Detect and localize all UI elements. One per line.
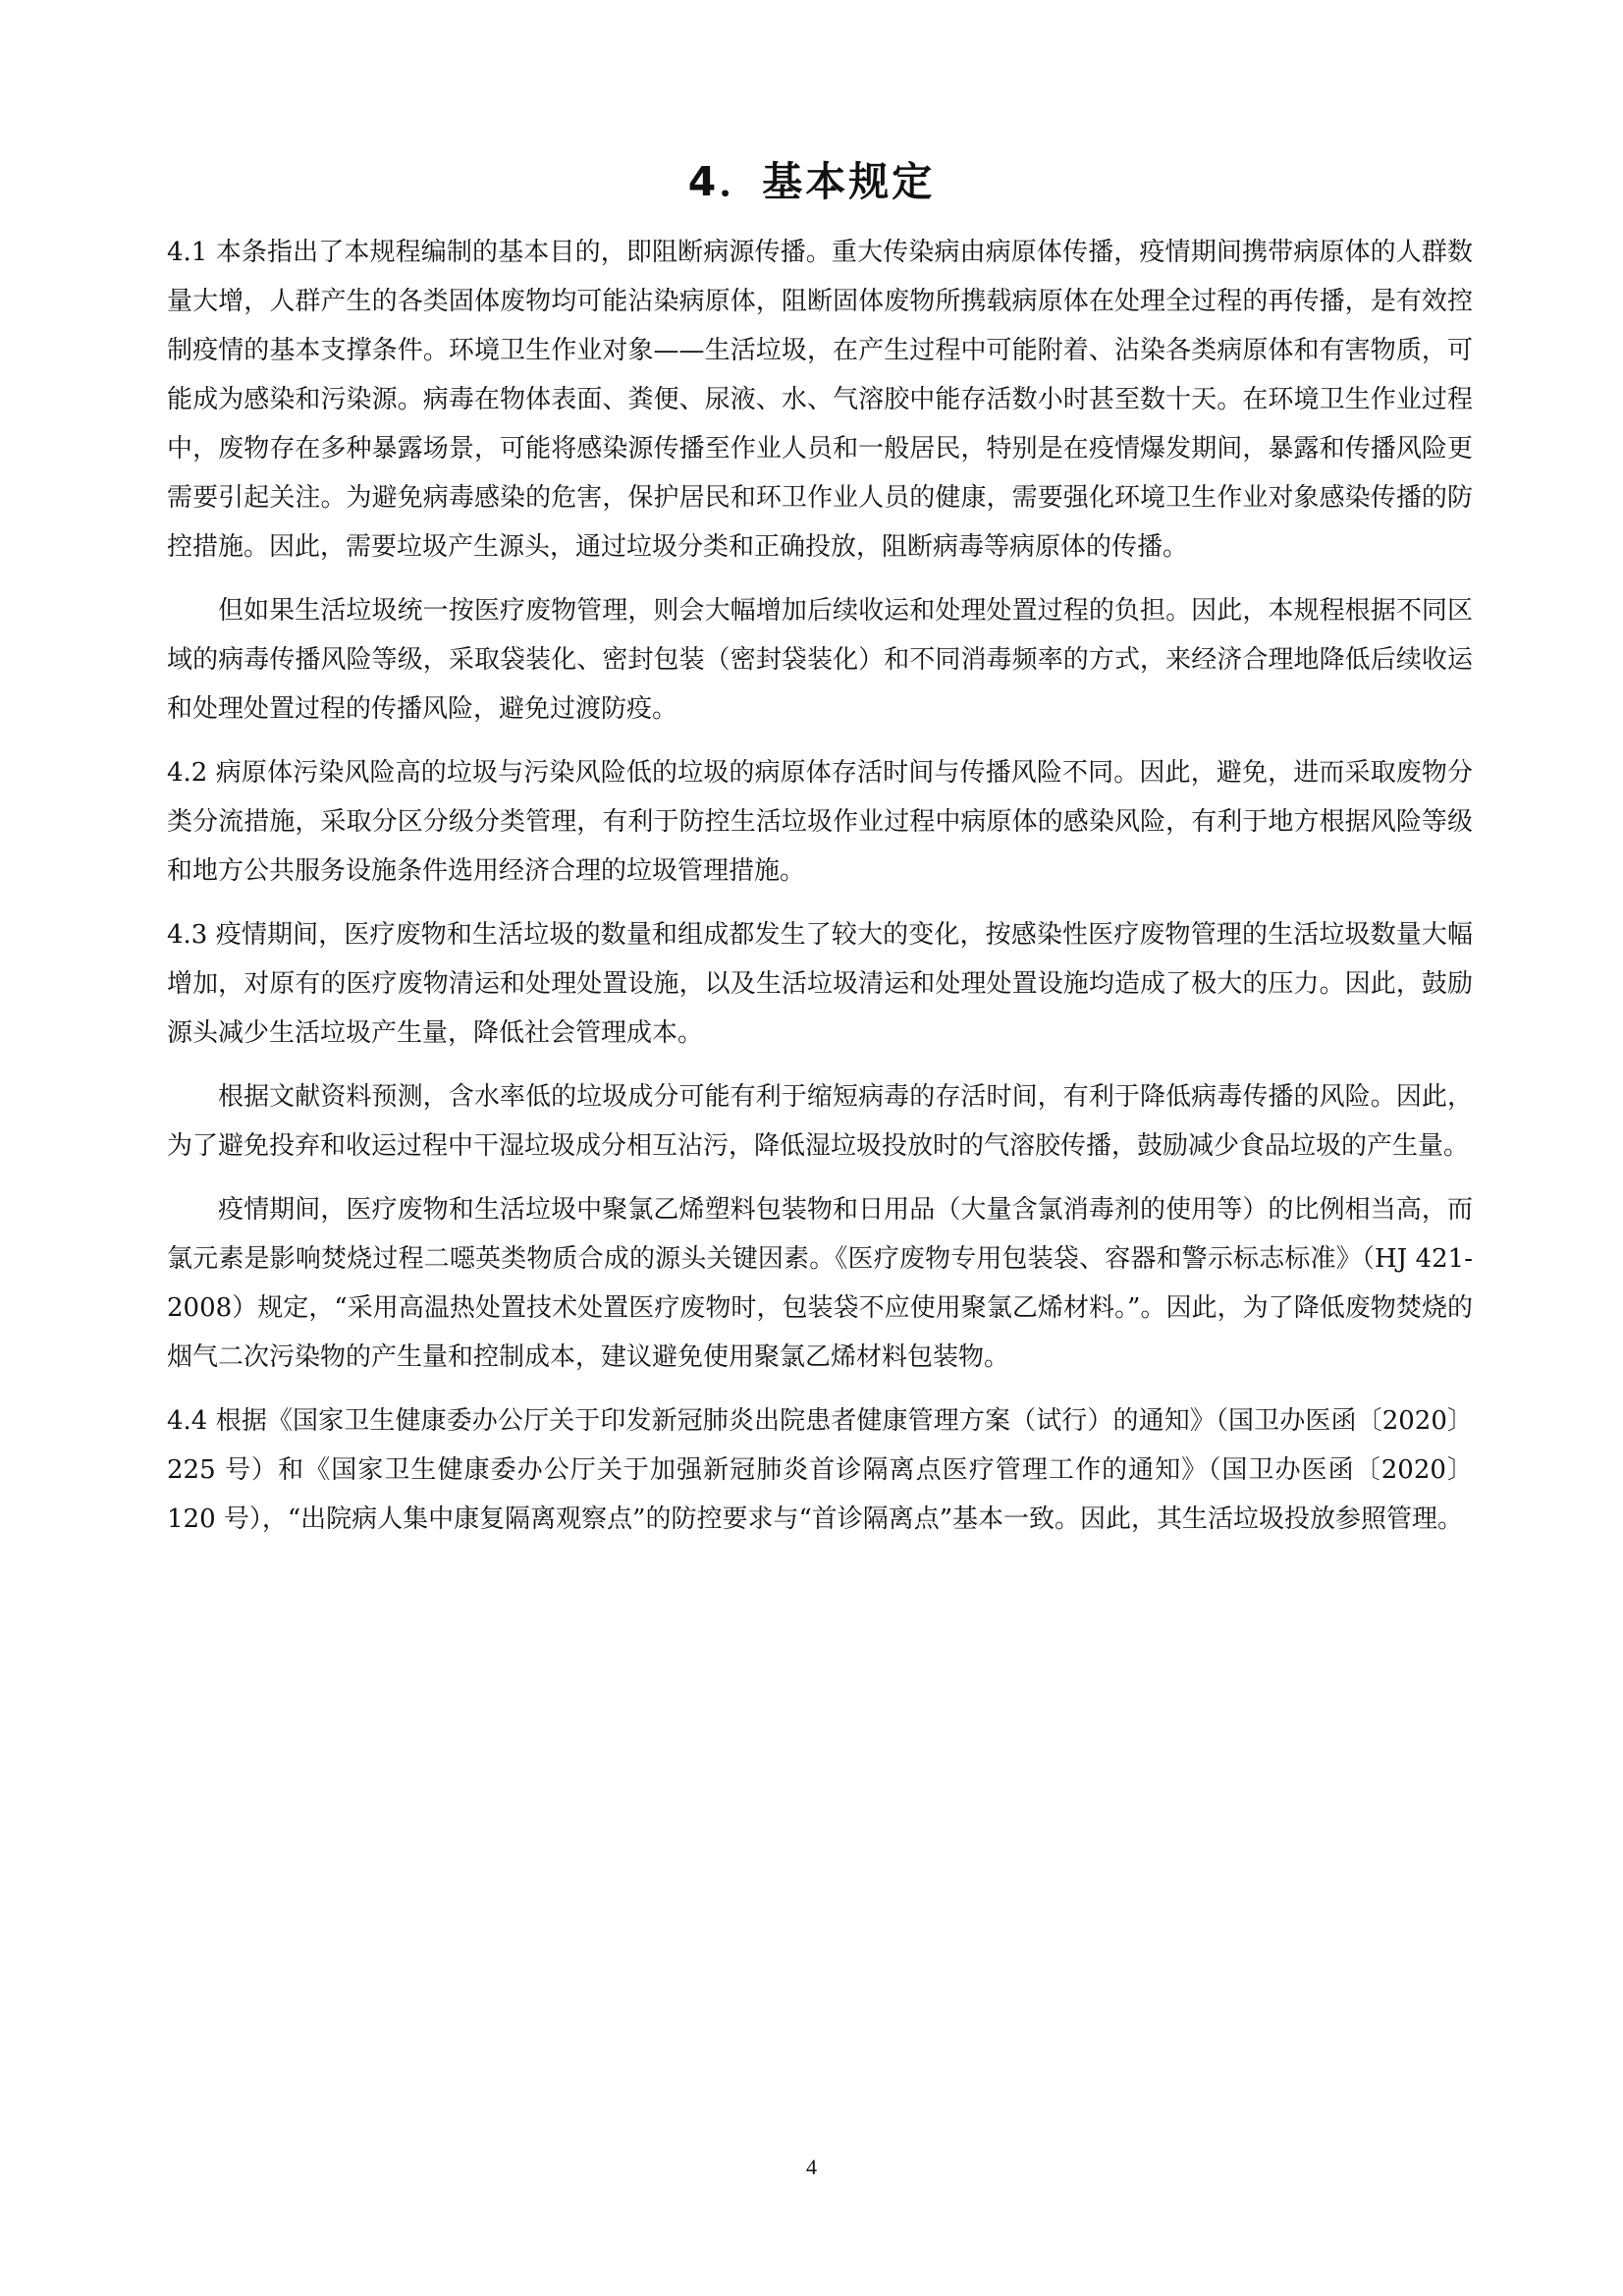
paragraph-4-1-continued: 但如果生活垃圾统一按医疗废物管理，则会大幅增加后续收运和处理处置过程的负担。因此，本规程根据不同区域的病毒传播风险等级，采取袋装化、密封包装（密封袋装化）和不同消毒频率的方式，来经济合理地降低后续收运和处理处置过程的传播风险，避免过渡防疫。 <box>167 596 1473 724</box>
paragraph-4-4: 4.4 根据《国家卫生健康委办公厅关于印发新冠肺炎出院患者健康管理方案（试行）的通知》（国卫办医函〔2020〕225 号）和《国家卫生健康委办公厅关于加强新冠肺炎首诊隔离点医疗管理工作的通知》（国卫办医函〔2020〕120 号），“出院病人集中康复隔离观察点”的防控要求与“首诊隔离点”基本一致。因此，其生活垃圾投放参照管理。 <box>167 1406 1473 1534</box>
paragraph-4-3: 4.3 疫情期间，医疗废物和生活垃圾的数量和组成都发生了较大的变化，按感染性医疗废物管理的生活垃圾数量大幅增加，对原有的医疗废物清运和处理处置设施，以及生活垃圾清运和处理处置设施均造成了极大的压力。因此，鼓励源头减少生活垃圾产生量，降低社会管理成本。 <box>167 920 1473 1048</box>
section-title: 4．基本规定 <box>687 158 936 205</box>
section-body <box>167 228 1473 1558</box>
paragraph-4-1: 4.1 本条指出了本规程编制的基本目的，即阻断病源传播。重大传染病由病原体传播，疫情期间携带病原体的人群数量大增，人群产生的各类固体废物均可能沾染病原体，阻断固体废物所携载病原体在处理全过程的再传播，是有效控制疫情的基本支撑条件。环境卫生作业对象——生活垃圾，在产生过程中可能附着、沾染各类病原体和有害物质，可能成为感染和污染源。病毒在物体表面、粪便、尿液、水、气溶胶中能存活数小时甚至数十天。在环境卫生作业过程中，废物存在多种暴露场景，可能将感染源传播至作业人员和一般居民，特别是在疫情爆发期间，暴露和传播风险更需要引起关注。为避免病毒感染的危害，保护居民和环卫作业人员的健康，需要强化环境卫生作业对象感染传播的防控措施。因此，需要垃圾产生源头，通过垃圾分类和正确投放，阻断病毒等病原体的传播。 <box>167 238 1473 562</box>
paragraph-4-2: 4.2 病原体污染风险高的垃圾与污染风险低的垃圾的病原体存活时间与传播风险不同。因此，避免，进而采取废物分类分流措施，采取分区分级分类管理，有利于防控生活垃圾作业过程中病原体的感染风险，有利于地方根据风险等级和地方公共服务设施条件选用经济合理的垃圾管理措施。 <box>167 758 1473 886</box>
paragraph-4-3-continued: 根据文献资料预测，含水率低的垃圾成分可能有利于缩短病毒的存活时间，有利于降低病毒传播的风险。因此，为了避免投弃和收运过程中干湿垃圾成分相互沾污，降低湿垃圾投放时的气溶胶传播，鼓励减少食品垃圾的产生量。 <box>167 1082 1473 1161</box>
paragraph-4-3-pvc: 疫情期间，医疗废物和生活垃圾中聚氯乙烯塑料包装物和日用品（大量含氯消毒剂的使用等）的比例相当高，而氯元素是影响焚烧过程二噁英类物质合成的源头关键因素。《医疗废物专用包装袋、容器和警示标志标准》（HJ 421-2008）规定，“采用高温热处置技术处置医疗废物时，包装袋不应使用聚氯乙烯材料。”。因此，为了降低废物焚烧的烟气二次污染物的产生量和控制成本，建议避免使用聚氯乙烯材料包装物。 <box>167 1195 1473 1372</box>
page-number: 4 <box>806 2155 817 2179</box>
